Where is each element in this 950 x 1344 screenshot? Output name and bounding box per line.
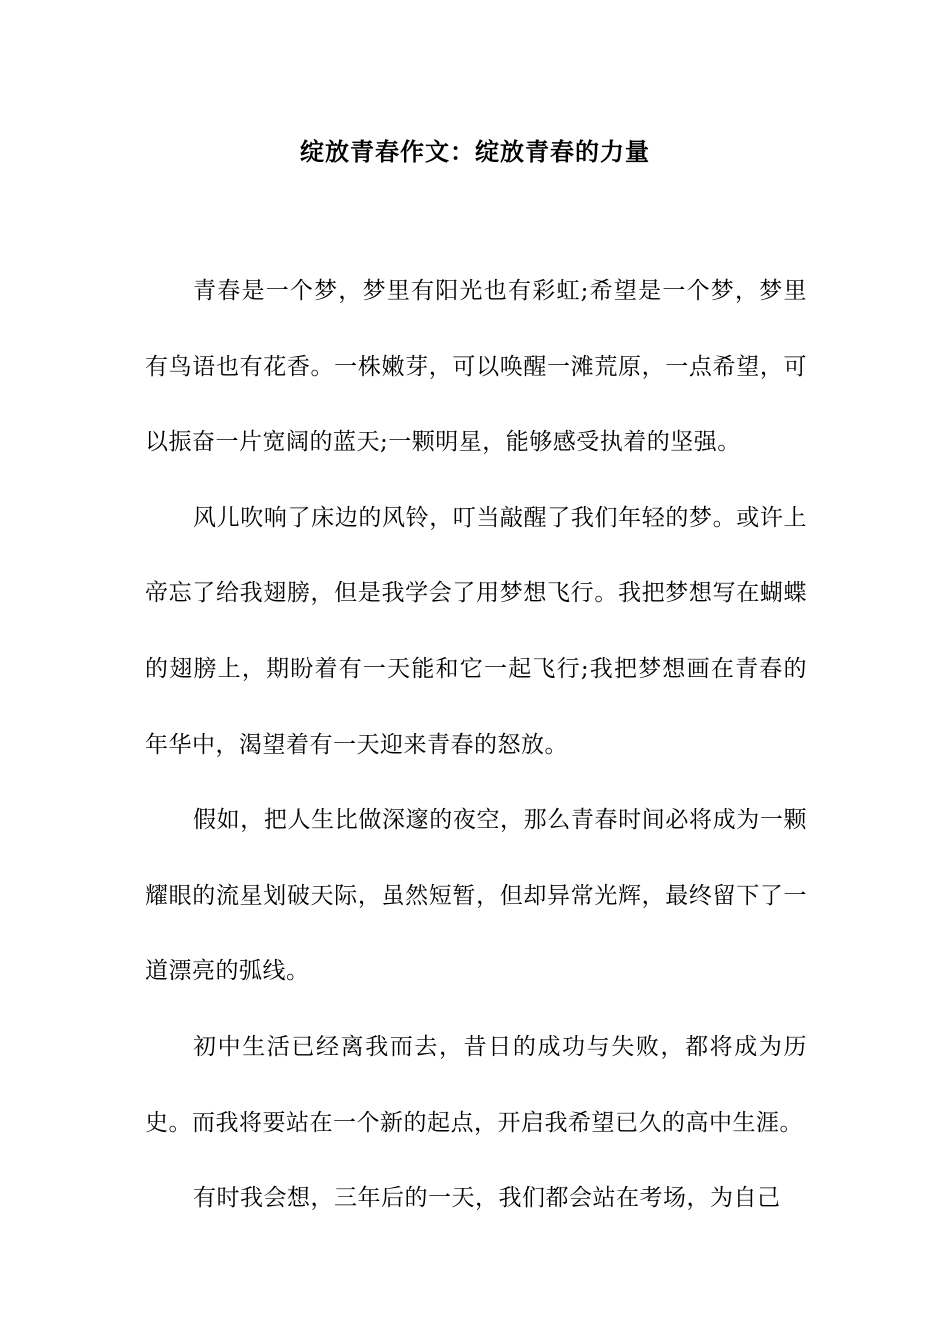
document-body [145, 254, 807, 1237]
document-title: 绽放青春作文：绽放青春的力量 [300, 137, 650, 166]
paragraph-3: 假如，把人生比做深邃的夜空，那么青春时间必将成为一颗耀眼的流星划破天际，虽然短暂，但却异常光辉，最终留下了一道漂亮的弧线。 [145, 807, 807, 985]
paragraph-2: 风儿吹响了床边的风铃，叮当敲醒了我们年轻的梦。或许上帝忘了给我翅膀，但是我学会了用梦想飞行。我把梦想写在蝴蝶的翅膀上，期盼着有一天能和它一起飞行;我把梦想画在青春的年华中，渴望着有一天迎来青春的怒放。 [145, 504, 807, 758]
paragraph-4: 初中生活已经离我而去，昔日的成功与失败，都将成为历史。而我将要站在一个新的起点，开启我希望已久的高中生涯。 [145, 1033, 807, 1136]
paragraph-1: 青春是一个梦，梦里有阳光也有彩虹;希望是一个梦，梦里有鸟语也有花香。一株嫩芽，可以唤醒一滩荒原，一点希望，可以振奋一片宽阔的蓝天;一颗明星，能够感受执着的坚强。 [145, 278, 807, 456]
paragraph-5: 有时我会想，三年后的一天，我们都会站在考场，为自己 [193, 1185, 781, 1212]
